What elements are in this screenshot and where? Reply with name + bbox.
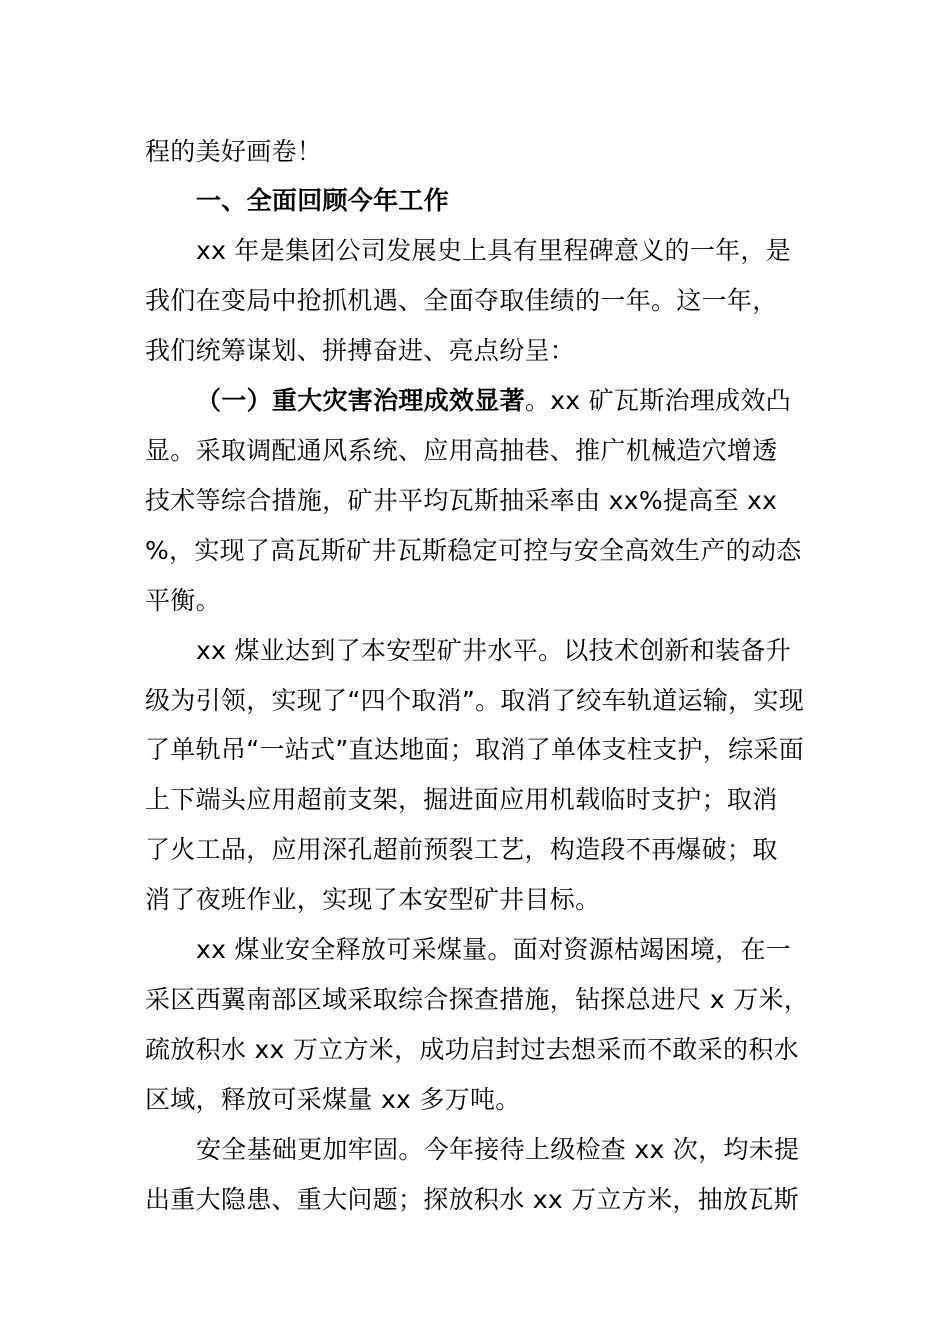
text-line: 出重大隐患、重大问题；探放积水 xx 万立方米，抽放瓦斯 [145,1185,799,1214]
text-line: 级为引领，实现了“四个取消”。取消了绞车轨道运输，实现 [145,686,805,715]
text-line: 显。采取调配通风系统、应用高抽巷、推广机械造穴增透 [145,436,778,465]
text-line: 我们统筹谋划、拼搏奋进、亮点纷呈： [145,336,576,365]
text-line: 采区西翼南部区域采取综合探查措施，钻探总进尺 x 万米， [145,985,810,1014]
text-line: 疏放积水 xx 万立方米，成功启封过去想采而不敢采的积水 [145,1035,799,1064]
text-line: xx 年是集团公司发展史上具有里程碑意义的一年，是 [196,236,792,265]
section-heading: 一、全面回顾今年工作 [196,186,450,215]
text-line: xx 煤业安全释放可采煤量。面对资源枯竭困境，在一 [196,935,792,964]
text-line: 技术等综合措施，矿井平均瓦斯抽采率由 xx%提高至 xx [145,486,778,515]
text-line: 我们在变局中抢抓机遇、全面夺取佳绩的一年。这一年， [145,286,778,315]
text-line: 区域，释放可采煤量 xx 多万吨。 [145,1085,521,1114]
text-line: 安全基础更加牢固。今年接待上级检查 xx 次，均未提 [196,1135,800,1164]
text-line: 了单轨吊“一站式”直达地面；取消了单体支柱支护，综采面 [145,735,805,764]
text-line: 平衡。 [145,586,221,615]
text-run: 。xx 矿瓦斯治理成效凸 [524,386,792,415]
subsection-line [196,385,791,417]
subsection-heading: （一）重大灾害治理成效显著 [196,386,525,415]
text-line: %，实现了高瓦斯矿井瓦斯稳定可控与安全高效生产的动态 [145,536,802,565]
text-line: xx 煤业达到了本安型矿井水平。以技术创新和装备升 [196,636,792,665]
text-line: 上下端头应用超前支架，掘进面应用机载临时支护；取消 [145,785,778,814]
text-line: 程的美好画卷！ [145,137,323,166]
text-line: 了火工品，应用深孔超前预裂工艺，构造段不再爆破；取 [145,835,778,864]
text-line: 消了夜班作业，实现了本安型矿井目标。 [145,885,601,914]
